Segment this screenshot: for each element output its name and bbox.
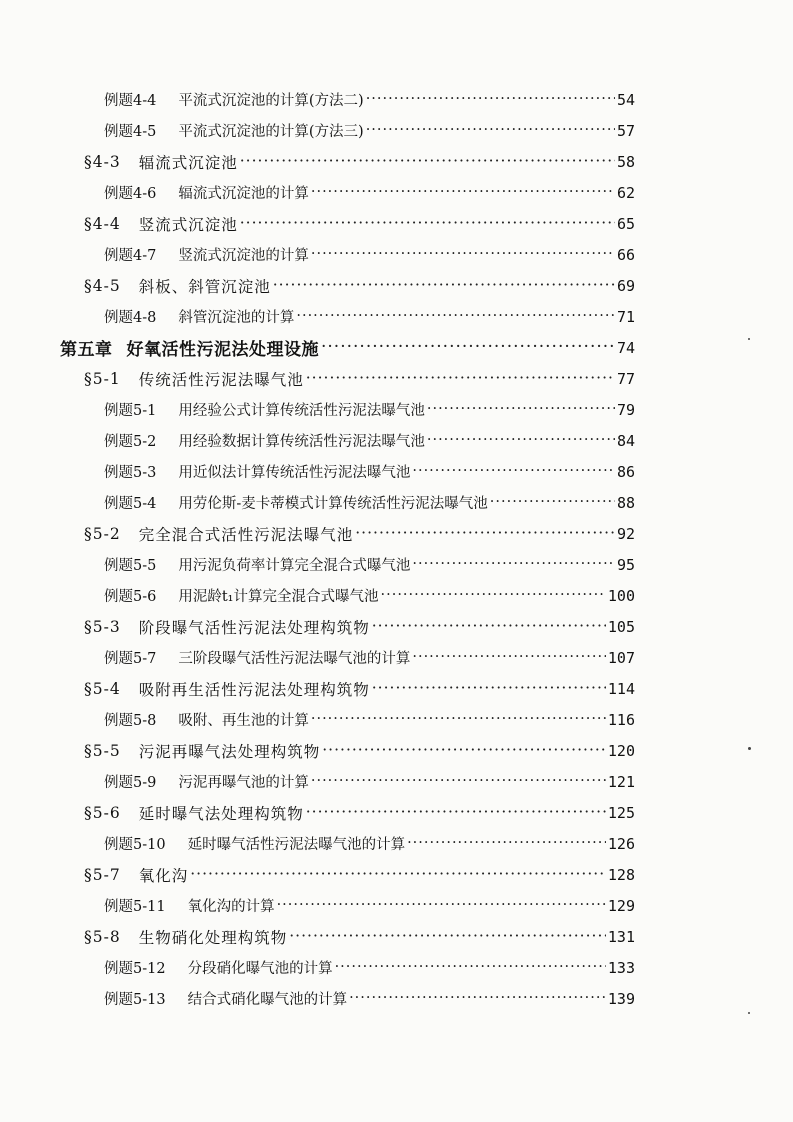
dot-leader [372,679,606,698]
toc-entry-title: 斜板、斜管沉淀池 [138,277,271,296]
toc-entry-title: 传统活性污泥法曝气池 [138,370,304,389]
toc-entry-title: 好氧活性污泥法处理设施 [126,340,319,360]
toc-entry-title: 完全混合式活性污泥法曝气池 [138,525,354,544]
toc-entry-page-number: 121 [607,772,635,791]
toc-entry-page-number: 129 [607,896,635,915]
toc-entry-section [0,518,793,549]
toc-entry-title: 分段硝化曝气池的计算 [187,961,333,977]
dot-leader [335,959,606,976]
dot-leader [311,184,615,201]
toc-entry-page-number: 125 [607,803,635,822]
toc-entry-label: §5-5 [84,741,121,760]
dot-leader [427,401,615,418]
toc-entry-page-number: 54 [616,90,635,109]
toc-entry-example [0,239,793,270]
toc-entry-label: 例题5-7 [104,651,157,667]
toc-entry-page-number: 66 [616,245,635,264]
dot-leader [349,990,606,1007]
toc-entry-label: 例题5-10 [104,837,166,853]
dot-leader [311,246,615,263]
dot-leader [296,308,615,325]
toc-entry-page-number: 69 [616,276,635,295]
toc-entry-title: 生物硝化处理构筑物 [138,928,288,947]
dot-leader [381,587,606,604]
toc-entry-label: 例题5-4 [104,496,157,512]
toc-entry-title: 辐流式沉淀池 [138,153,238,172]
toc-entry-section [0,611,793,642]
toc-entry-title: 污泥再曝气池的计算 [178,775,309,791]
toc-entry-label: §4-4 [84,214,121,233]
table-of-contents [0,84,793,1014]
toc-entry-example [0,549,793,580]
toc-entry-label: §5-6 [84,803,121,822]
toc-entry-label: 例题5-6 [104,589,157,605]
dot-leader [412,463,615,480]
toc-entry-title: 吸附再生活性污泥法处理构筑物 [138,680,370,699]
dot-leader [366,122,615,139]
toc-entry-page-number: 131 [607,927,635,946]
toc-entry-title: 平流式沉淀池的计算(方法三) [178,124,364,140]
toc-entry-title: 氧化沟的计算 [187,899,275,915]
toc-entry-label: 例题4-4 [104,93,157,109]
toc-entry-example [0,115,793,146]
toc-entry-title: 平流式沉淀池的计算(方法二) [178,93,364,109]
toc-entry-title: 吸附、再生池的计算 [178,713,309,729]
toc-entry-label: 例题5-8 [104,713,157,729]
toc-entry-example [0,983,793,1014]
toc-entry-title: 用近似法计算传统活性污泥法曝气池 [178,465,411,481]
dot-leader [407,835,606,852]
toc-entry-page-number: 86 [616,462,635,481]
toc-entry-page-number: 128 [607,865,635,884]
toc-entry-page-number: 77 [616,369,635,388]
toc-entry-section [0,673,793,704]
toc-entry-label: §5-2 [84,524,121,543]
dot-leader [273,276,615,295]
dot-leader [372,617,606,636]
toc-entry-title: 斜管沉淀池的计算 [178,310,295,326]
toc-entry-title: 用经验数据计算传统活性污泥法曝气池 [178,434,425,450]
toc-entry-label: 例题4-7 [104,248,157,264]
dot-leader [240,152,615,171]
toc-entry-section [0,363,793,394]
toc-entry-chapter [0,332,793,363]
toc-entry-example [0,487,793,518]
toc-entry-section [0,146,793,177]
toc-entry-example [0,890,793,921]
toc-entry-page-number: 62 [616,183,635,202]
toc-entry-title: 阶段曝气活性污泥法处理构筑物 [138,618,370,637]
dot-leader [427,432,615,449]
toc-entry-example [0,828,793,859]
toc-entry-section [0,859,793,890]
toc-entry-page-number: 95 [616,555,635,574]
toc-entry-label: 例题5-12 [104,961,166,977]
toc-entry-page-number: 100 [607,586,635,605]
toc-entry-label: §5-8 [84,927,121,946]
toc-entry-label: §5-1 [84,369,121,388]
toc-entry-example [0,456,793,487]
toc-entry-label: §5-3 [84,617,121,636]
toc-entry-example [0,766,793,797]
toc-entry-title: 延时曝气法处理构筑物 [138,804,304,823]
toc-entry-title: 污泥再曝气法处理构筑物 [138,742,321,761]
dot-leader [306,803,606,822]
scan-speck [748,1012,750,1014]
toc-entry-label: §4-3 [84,152,121,171]
toc-entry-page-number: 79 [616,400,635,419]
toc-entry-page-number: 133 [607,958,635,977]
dot-leader [306,369,615,388]
toc-entry-page-number: 107 [607,648,635,667]
dot-leader [190,865,606,884]
toc-entry-title: 氧化沟 [138,866,189,885]
toc-entry-section [0,797,793,828]
toc-entry-label: §5-4 [84,679,121,698]
toc-entry-title: 辐流式沉淀池的计算 [178,186,309,202]
toc-entry-label: 例题5-3 [104,465,157,481]
toc-entry-title: 结合式硝化曝气池的计算 [187,992,348,1008]
dot-leader [412,556,615,573]
toc-entry-label: 例题5-5 [104,558,157,574]
toc-entry-label: 例题4-5 [104,124,157,140]
dot-leader [490,494,615,511]
toc-entry-page-number: 105 [607,617,635,636]
scan-speck [748,747,751,750]
dot-leader [322,741,606,760]
toc-entry-page-number: 65 [616,214,635,233]
toc-entry-label: 例题5-2 [104,434,157,450]
dot-leader [311,711,606,728]
toc-entry-label: 例题5-13 [104,992,166,1008]
toc-entry-title: 竖流式沉淀池的计算 [178,248,309,264]
toc-entry-title: 三阶段曝气活性污泥法曝气池的计算 [178,651,411,667]
toc-entry-page-number: 126 [607,834,635,853]
toc-entry-example [0,301,793,332]
toc-entry-page-number: 71 [616,307,635,326]
toc-entry-example [0,425,793,456]
toc-entry-example [0,177,793,208]
toc-entry-example [0,84,793,115]
toc-entry-example [0,704,793,735]
toc-entry-title: 用污泥负荷率计算完全混合式曝气池 [178,558,411,574]
toc-entry-example [0,952,793,983]
toc-entry-title: 用泥龄t₁计算完全混合式曝气池 [178,589,379,605]
dot-leader [321,337,615,357]
toc-entry-label: 第五章 [60,340,113,360]
toc-entry-label: §5-7 [84,865,121,884]
toc-entry-label: 例题5-9 [104,775,157,791]
dot-leader [366,91,615,108]
dot-leader [311,773,606,790]
toc-entry-page-number: 84 [616,431,635,450]
dot-leader [412,649,606,666]
toc-entry-page-number: 116 [607,710,635,729]
dot-leader [277,897,606,914]
toc-entry-label: 例题5-1 [104,403,157,419]
toc-entry-page-number: 114 [607,679,635,698]
toc-entry-section [0,208,793,239]
toc-entry-page-number: 139 [607,989,635,1008]
toc-entry-label: 例题4-6 [104,186,157,202]
toc-entry-section [0,735,793,766]
toc-entry-page-number: 92 [616,524,635,543]
toc-entry-page-number: 58 [616,152,635,171]
toc-entry-title: 用经验公式计算传统活性污泥法曝气池 [178,403,425,419]
toc-entry-example [0,642,793,673]
toc-entry-page-number: 120 [607,741,635,760]
toc-entry-page-number: 74 [616,338,635,357]
toc-entry-label: 例题4-8 [104,310,157,326]
toc-entry-title: 竖流式沉淀池 [138,215,238,234]
toc-entry-example [0,394,793,425]
toc-entry-section [0,921,793,952]
toc-entry-page-number: 88 [616,493,635,512]
toc-entry-page-number: 57 [616,121,635,140]
dot-leader [289,927,606,946]
toc-entry-title: 延时曝气活性污泥法曝气池的计算 [187,837,406,853]
scan-speck [748,338,750,340]
toc-entry-title: 用劳伦斯-麦卡蒂模式计算传统活性污泥法曝气池 [178,496,488,512]
toc-entry-example [0,580,793,611]
dot-leader [240,214,615,233]
toc-entry-label: §4-5 [84,276,121,295]
toc-entry-section [0,270,793,301]
dot-leader [355,524,615,543]
toc-entry-label: 例题5-11 [104,899,166,915]
